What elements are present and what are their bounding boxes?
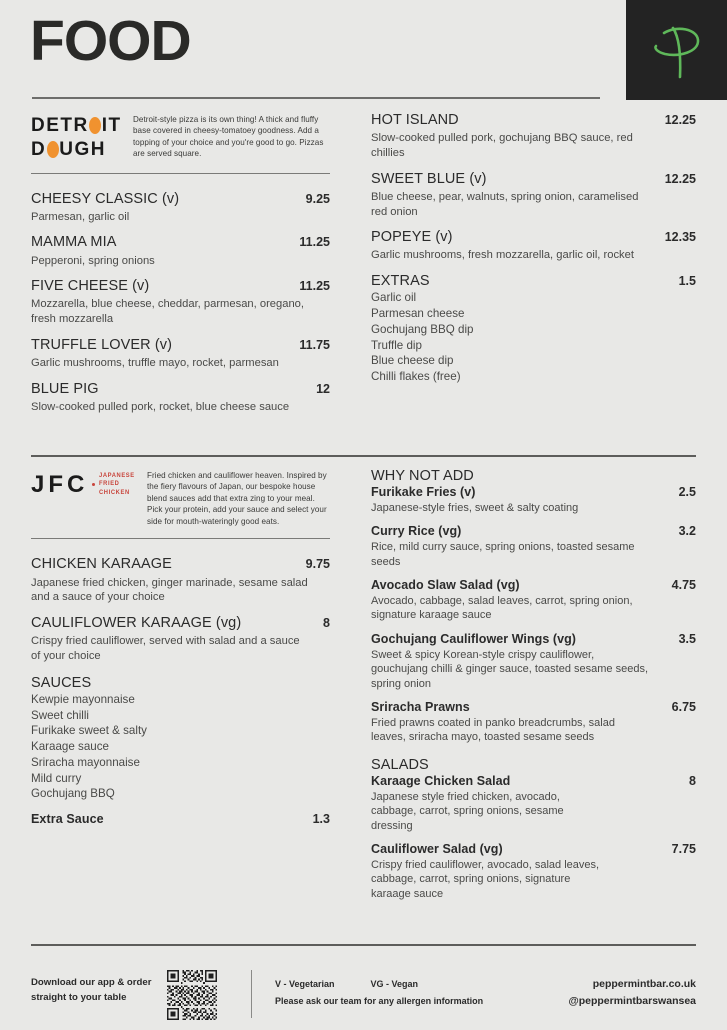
brand-logo-block bbox=[626, 0, 727, 100]
footer-separator bbox=[251, 970, 252, 1018]
detroit-dough-logo-line1: DETR IT bbox=[31, 115, 122, 136]
menu-item bbox=[371, 524, 696, 569]
menu-item bbox=[31, 615, 330, 664]
menu-item bbox=[371, 171, 696, 220]
item-description: Parmesan, garlic oil bbox=[31, 210, 130, 223]
list-item: Kewpie mayonnaise bbox=[31, 692, 135, 706]
item-description: Avocado, cabbage, salad leaves, carrot, spring onion, signature karaage sauce bbox=[371, 594, 633, 622]
item-price: 7.75 bbox=[671, 842, 696, 857]
item-price: 12.25 bbox=[664, 113, 696, 127]
item-description: Japanese-style fries, sweet & salty coating bbox=[371, 501, 579, 514]
item-description: Slow-cooked pulled pork, gochujang BBQ sauce, red chillies bbox=[371, 132, 633, 159]
menu-item bbox=[31, 278, 330, 327]
contact-info bbox=[568, 970, 696, 1010]
list-item: Parmesan cheese bbox=[371, 307, 465, 320]
item-name: SWEET BLUE (v) bbox=[371, 170, 487, 187]
jfc-logo bbox=[31, 468, 136, 498]
section-jfc bbox=[0, 468, 727, 911]
item-name: CHICKEN KARAAGE bbox=[31, 556, 172, 573]
item-name: Curry Rice (vg) bbox=[371, 524, 462, 539]
item-name: MAMMA MIA bbox=[31, 234, 117, 251]
jfc-right-column bbox=[360, 468, 727, 911]
jfc-concept bbox=[31, 468, 330, 527]
list-item: Blue cheese dip bbox=[371, 354, 454, 368]
list-item: Mild curry bbox=[31, 771, 82, 785]
item-price: 12.35 bbox=[664, 230, 696, 245]
menu-item bbox=[371, 112, 696, 161]
detroit-dough-concept bbox=[31, 112, 330, 162]
sauces-group bbox=[31, 675, 330, 802]
item-description: Pepperoni, spring onions bbox=[31, 254, 155, 267]
item-description: Sweet & spicy Korean-style crispy cauliflower, gouchujang chilli & ginger sauce, toasted sesame seeds, spring onion bbox=[371, 648, 649, 690]
key-vegetarian: V - Vegetarian bbox=[275, 979, 335, 989]
allergen-key bbox=[275, 970, 483, 1010]
detroit-dough-left-column bbox=[0, 112, 360, 425]
detroit-dough-logo-line2: D UGH bbox=[31, 138, 106, 160]
menu-item bbox=[31, 337, 330, 371]
jfc-blurb: Fried chicken and cauliflower heaven. Inspired by the fiery flavours of Japan, our bespoke house blend sauces add that extra zing to your meal. Pick your protein, add your sauce and select your side for mouth-wateringly good eats. bbox=[147, 471, 327, 526]
page-header bbox=[0, 0, 727, 100]
item-description: Garlic mushrooms, truffle mayo, rocket, parmesan bbox=[31, 357, 279, 370]
menu-item bbox=[371, 632, 696, 691]
footer-divider bbox=[31, 944, 696, 946]
list-item: Karaage sauce bbox=[31, 740, 109, 754]
detroit-dough-logo-o2 bbox=[47, 141, 59, 158]
extra-sauce-row bbox=[31, 812, 330, 827]
item-name: Gochujang Cauliflower Wings (vg) bbox=[371, 631, 576, 646]
list-item: Gochujang BBQ bbox=[31, 787, 115, 801]
item-description: Blue cheese, pear, walnuts, spring onion, caramelised red onion bbox=[371, 190, 639, 218]
list-item: Sweet chilli bbox=[31, 708, 89, 722]
menu-item bbox=[371, 485, 696, 515]
item-price: 11.75 bbox=[299, 337, 330, 352]
jfc-sub-line2: FRIED bbox=[99, 480, 120, 488]
key-vegan: VG - Vegan bbox=[370, 979, 419, 989]
item-description: Garlic mushrooms, fresh mozzarella, garlic oil, rocket bbox=[371, 249, 634, 262]
menu-item bbox=[371, 229, 696, 263]
item-price: 8 bbox=[689, 773, 696, 788]
list-item: Chilli flakes (free) bbox=[371, 370, 461, 384]
website-link[interactable]: peppermintbar.co.uk bbox=[592, 978, 696, 990]
item-name: FIVE CHEESE (v) bbox=[31, 278, 150, 295]
item-description: Slow-cooked pulled pork, rocket, blue cheese sauce bbox=[31, 400, 290, 413]
why-not-add-heading: WHY NOT ADD bbox=[371, 468, 474, 484]
list-item: Truffle dip bbox=[371, 338, 422, 352]
social-handle[interactable]: @peppermintbarswansea bbox=[568, 995, 696, 1007]
item-name: Cauliflower Salad (vg) bbox=[371, 842, 503, 857]
allergen-note: Please ask our team for any allergen information bbox=[275, 996, 484, 1007]
section-divider bbox=[31, 455, 696, 457]
item-name: Karaage Chicken Salad bbox=[371, 773, 511, 788]
jfc-left-divider bbox=[31, 538, 330, 539]
jfc-logo-dot bbox=[92, 483, 95, 486]
item-name: TRUFFLE LOVER (v) bbox=[31, 336, 173, 353]
section-detroit-dough bbox=[0, 112, 727, 425]
jfc-sub-line3: CHICKEN bbox=[99, 488, 131, 496]
item-price: 6.75 bbox=[671, 700, 696, 715]
qr-code-icon[interactable] bbox=[167, 970, 217, 1020]
item-price: 9.75 bbox=[305, 557, 330, 572]
menu-item bbox=[371, 578, 696, 623]
item-name: POPEYE (v) bbox=[371, 229, 453, 246]
item-description: Japanese fried chicken, ginger marinade, sesame salad and a sauce of your choice bbox=[31, 576, 308, 604]
item-price: 2.5 bbox=[678, 485, 696, 499]
item-price: 9.25 bbox=[305, 191, 330, 206]
jfc-logo-subtitle bbox=[99, 472, 140, 497]
jfc-sub-line1: JAPANESE bbox=[99, 472, 136, 479]
app-promo bbox=[31, 970, 167, 1006]
item-price: 12.25 bbox=[664, 171, 696, 186]
extra-sauce-price: 1.3 bbox=[312, 812, 330, 827]
item-price: 3.5 bbox=[678, 631, 696, 646]
salads-heading: SALADS bbox=[371, 756, 429, 773]
peppermint-p-logo-icon bbox=[649, 19, 705, 81]
menu-item bbox=[31, 191, 330, 225]
item-description: Japanese style fried chicken, avocado, cabbage, carrot, spring onions, sesame dressing bbox=[371, 790, 564, 832]
item-name: CAULIFLOWER KARAAGE (vg) bbox=[31, 615, 242, 632]
detroit-dough-logo bbox=[31, 112, 122, 162]
menu-item bbox=[31, 556, 330, 605]
item-price: 4.75 bbox=[671, 578, 696, 593]
jfc-logo-letters: JFC bbox=[31, 470, 89, 498]
detroit-dough-right-column bbox=[360, 112, 727, 425]
item-name: Avocado Slaw Salad (vg) bbox=[371, 578, 520, 593]
item-name: BLUE PIG bbox=[31, 380, 99, 397]
menu-item bbox=[371, 842, 696, 901]
list-item: Furikake sweet & salty bbox=[31, 724, 147, 738]
item-name: Sriracha Prawns bbox=[371, 700, 470, 715]
detroit-dough-blurb: Detroit-style pizza is its own thing! A thick and fluffy base covered in cheesy-tomatoey goodness. Add a topping of your choice and you're good to go. Pizzas are served square. bbox=[133, 115, 324, 159]
app-promo-line1: Download our app & order bbox=[31, 977, 152, 988]
item-price: 11.25 bbox=[299, 279, 330, 294]
item-name: HOT ISLAND bbox=[371, 112, 459, 128]
item-name: CHEESY CLASSIC (v) bbox=[31, 190, 180, 207]
menu-item bbox=[31, 381, 330, 415]
extras-heading: EXTRAS bbox=[371, 273, 430, 290]
sauces-heading: SAUCES bbox=[31, 674, 92, 691]
list-item: Sriracha mayonnaise bbox=[31, 755, 140, 769]
extra-sauce-label: Extra Sauce bbox=[31, 812, 104, 827]
item-price: 3.2 bbox=[678, 524, 696, 539]
list-item: Gochujang BBQ dip bbox=[371, 322, 474, 336]
item-description: Crispy fried cauliflower, avocado, salad leaves, cabbage, carrot, spring onions, signature karaage sauce bbox=[371, 858, 600, 900]
menu-item bbox=[31, 234, 330, 268]
item-description: Mozzarella, blue cheese, cheddar, parmesan, oregano, fresh mozzarella bbox=[31, 298, 305, 326]
app-promo-line2: straight to your table bbox=[31, 991, 127, 1003]
header-divider bbox=[32, 97, 600, 99]
detroit-dough-logo-o1 bbox=[89, 117, 101, 134]
menu-item bbox=[371, 700, 696, 745]
extras-group bbox=[371, 273, 696, 385]
menu-item bbox=[371, 774, 696, 833]
page-title: FOOD bbox=[30, 9, 191, 73]
detroit-dough-left-divider bbox=[31, 173, 330, 174]
item-name: Furikake Fries (v) bbox=[371, 485, 476, 499]
item-description: Rice, mild curry sauce, spring onions, toasted sesame seeds bbox=[371, 541, 635, 568]
item-price: 8 bbox=[323, 616, 330, 631]
list-item: Garlic oil bbox=[371, 291, 417, 305]
item-description: Crispy fried cauliflower, served with salad and a sauce of your choice bbox=[31, 635, 300, 662]
page-footer bbox=[0, 944, 727, 1030]
jfc-left-column bbox=[0, 468, 360, 911]
item-price: 11.25 bbox=[299, 235, 330, 250]
item-price: 12 bbox=[316, 381, 330, 396]
item-description: Fried prawns coated in panko breadcrumbs, salad leaves, sriracha mayo, toasted sesame seeds bbox=[371, 716, 615, 744]
extras-price: 1.5 bbox=[678, 274, 696, 289]
